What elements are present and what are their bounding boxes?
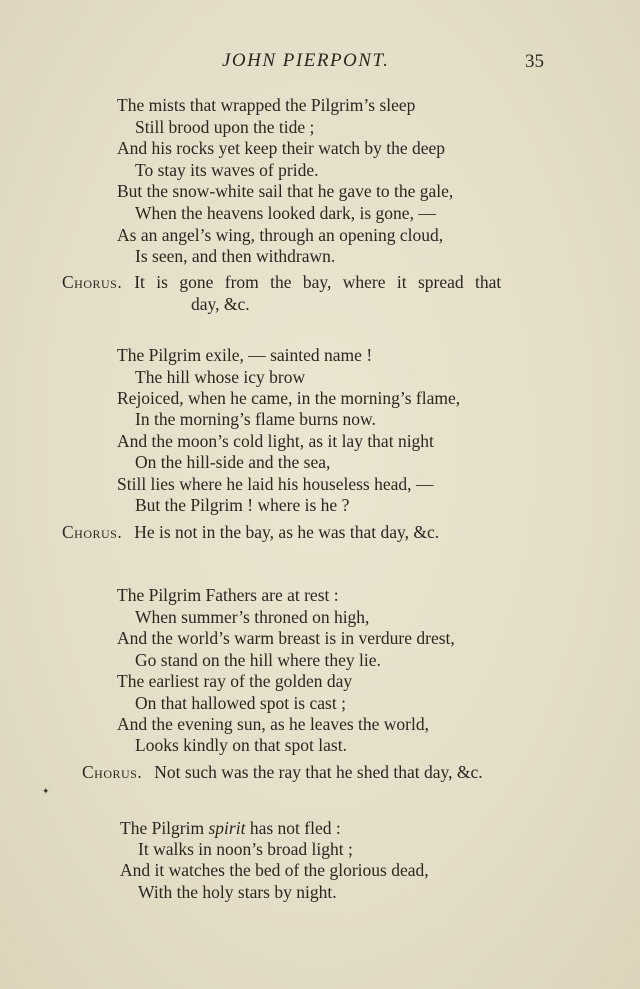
chorus-line: [62, 271, 501, 293]
verse-line: The mists that wrapped the Pilgrim’s sleep: [117, 95, 416, 115]
verse-line: The Pilgrim Fathers are at rest :: [117, 585, 339, 605]
running-head: JOHN PIERPONT.: [222, 50, 390, 71]
verse-line: As an angel’s wing, through an opening cloud,: [117, 225, 444, 245]
margin-mark-icon: ✦: [42, 786, 50, 796]
page-number: 35: [525, 51, 544, 72]
verse-line: [120, 817, 341, 839]
chorus-text: Not such was the ray that he shed that day, &c.: [154, 762, 483, 782]
verse-line: In the morning’s flame burns now.: [135, 409, 376, 429]
chorus-label: Chorus.: [82, 762, 143, 782]
verse-line: On that hallowed spot is cast ;: [135, 693, 346, 713]
verse-line: The hill whose icy brow: [135, 367, 306, 387]
verse-line: When summer’s throned on high,: [135, 607, 370, 627]
verse-line: The earliest ray of the golden day: [117, 671, 353, 691]
chorus-line: [62, 521, 439, 543]
chorus-line: [82, 761, 483, 783]
verse-line: And the moon’s cold light, as it lay that night: [117, 431, 434, 451]
verse-line: But the Pilgrim ! where is he ?: [135, 495, 350, 515]
verse-line: On the hill-side and the sea,: [135, 452, 331, 472]
verse-line: And it watches the bed of the glorious dead,: [120, 860, 429, 880]
verse-line: Is seen, and then withdrawn.: [135, 246, 336, 266]
chorus-continuation: day, &c.: [191, 294, 250, 314]
chorus-label: Chorus.: [62, 272, 123, 292]
verse-text: The Pilgrim: [120, 818, 209, 838]
verse-line: The Pilgrim exile, — sainted name !: [117, 345, 373, 365]
verse-line: To stay its waves of pride.: [135, 160, 319, 180]
verse-line: Rejoiced, when he came, in the morning’s flame,: [117, 388, 461, 408]
verse-line: Go stand on the hill where they lie.: [135, 650, 381, 670]
verse-line: But the snow-white sail that he gave to the gale,: [117, 181, 454, 201]
verse-line: Looks kindly on that spot last.: [135, 735, 347, 755]
verse-line: It walks in noon’s broad light ;: [138, 839, 353, 859]
verse-line: Still lies where he laid his houseless head, —: [117, 474, 434, 494]
verse-text: has not fled :: [245, 818, 341, 838]
chorus-text: It is gone from the bay, where it spread that: [134, 272, 502, 292]
verse-line: And his rocks yet keep their watch by the deep: [117, 138, 446, 158]
chorus-label: Chorus.: [62, 522, 123, 542]
chorus-text: He is not in the bay, as he was that day, &c.: [134, 522, 440, 542]
verse-italic-word: spirit: [208, 818, 246, 838]
verse-line: With the holy stars by night.: [138, 882, 337, 902]
verse-line: And the evening sun, as he leaves the world,: [117, 714, 430, 734]
verse-line: Still brood upon the tide ;: [135, 117, 315, 137]
verse-line: And the world’s warm breast is in verdure drest,: [117, 628, 455, 648]
verse-line: When the heavens looked dark, is gone, —: [135, 203, 436, 223]
